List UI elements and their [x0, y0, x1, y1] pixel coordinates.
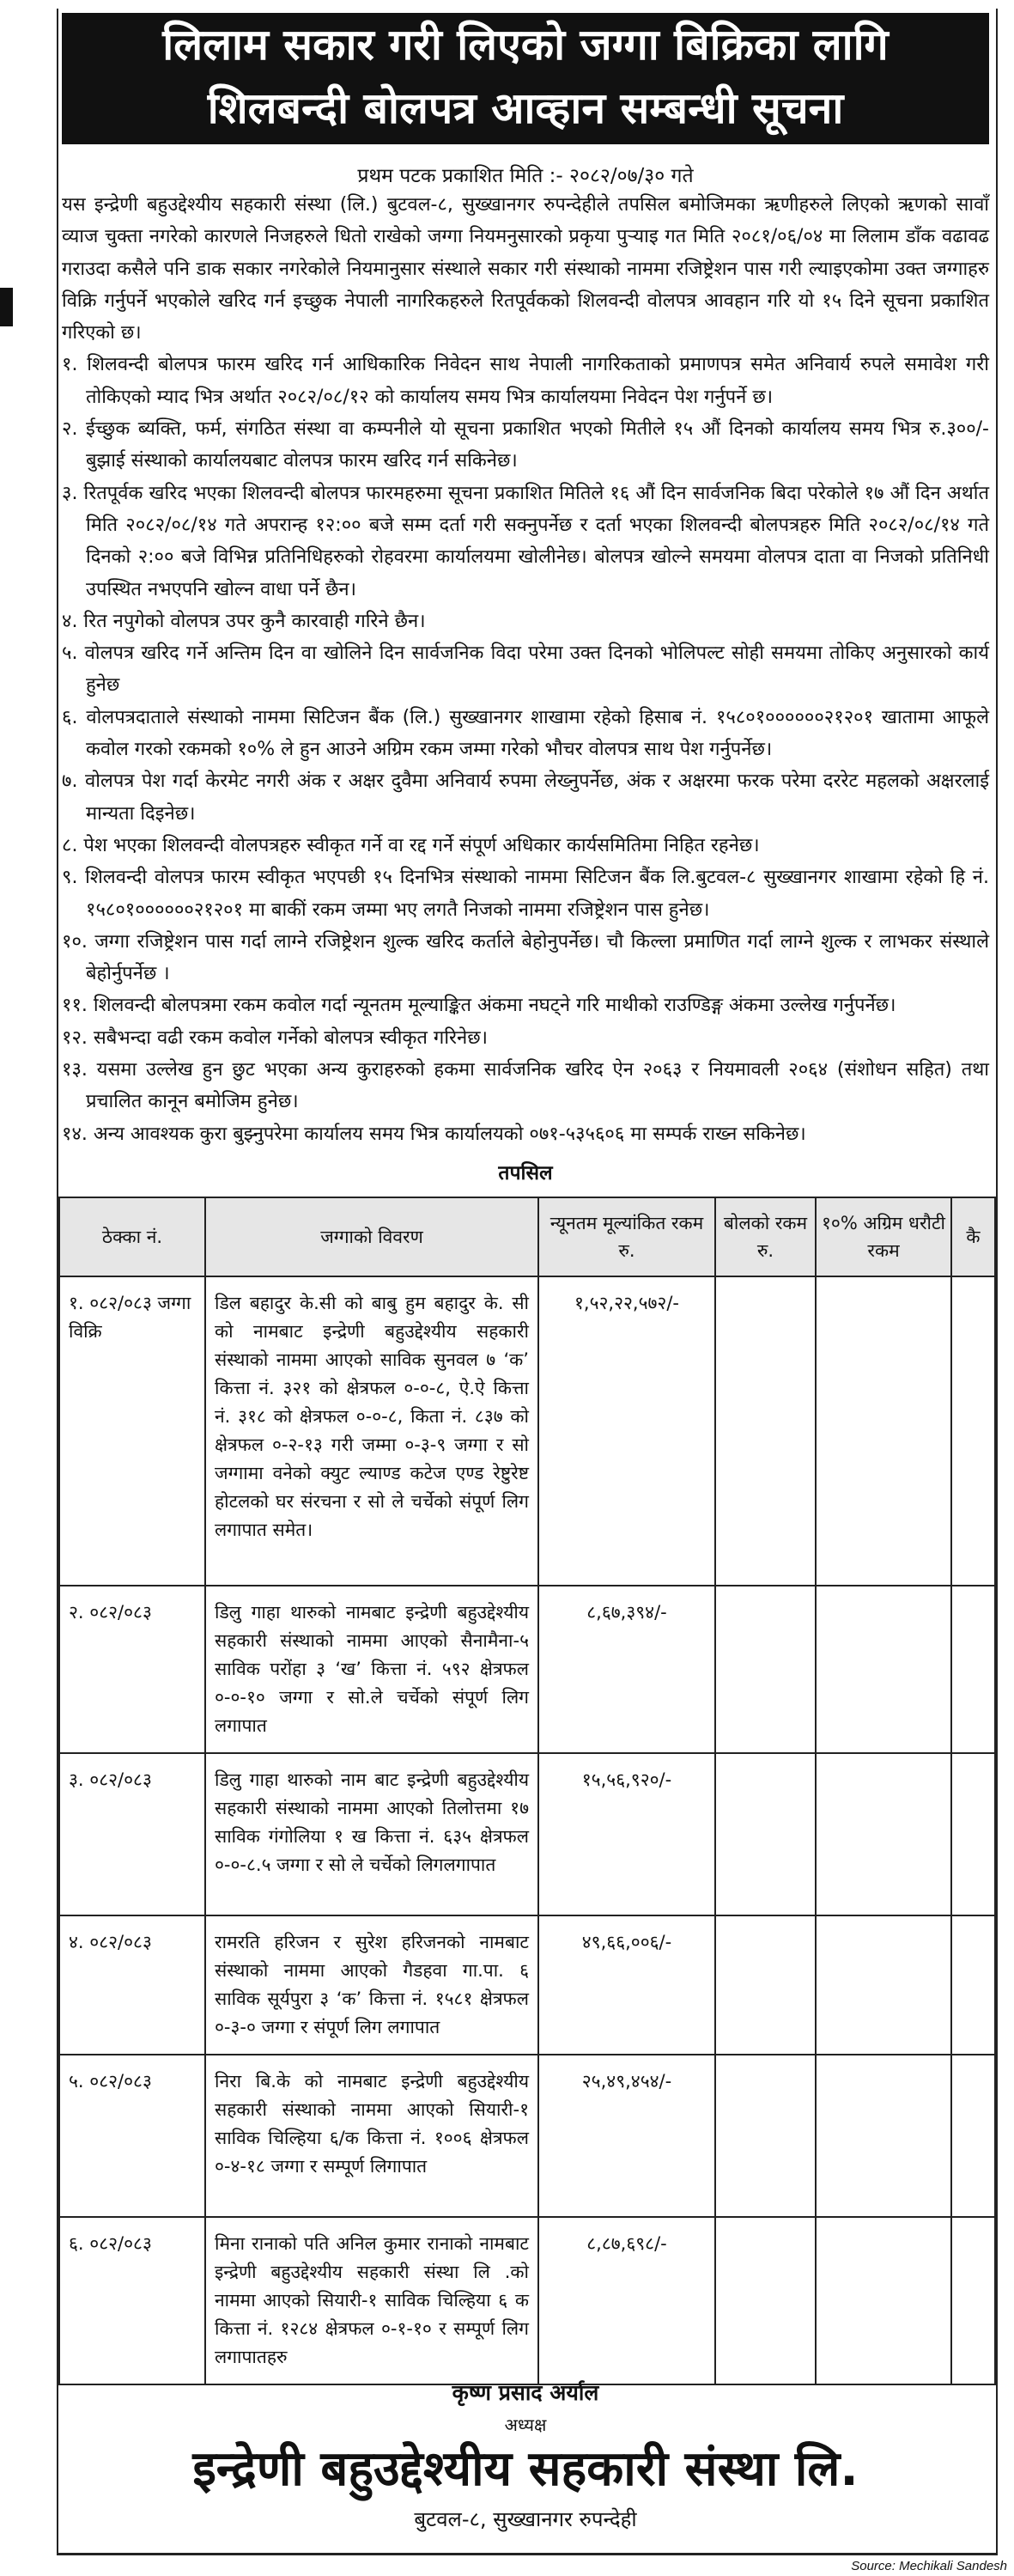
header-contract-no: ठेक्का नं.: [59, 1197, 205, 1276]
table-row: [59, 1586, 995, 1753]
advance-deposit-cell: [816, 1276, 951, 1586]
side-tab-marker: [0, 288, 13, 326]
condition-item: ११. शिलवन्दी बोलपत्रमा रकम कवोल गर्दा न्यूनतम मूल्याङ्कित अंकमा नघट्ने गरि माथीको राउण्डिङ्ग अंकमा उल्लेख गर्नुपर्नेछ।: [62, 995, 896, 1017]
table-header-row: [59, 1197, 995, 1276]
condition-item: ३. रितपूर्वक खरिद भएका शिलवन्दी बोलपत्र फारमहरुमा सूचना प्रकाशित मितिले १६ औं दिन सार्वजनिक बिदा परेकोले १७ औं दिन अर्थात मिति २०८२/०८/१४ गते अपरान्ह १२:०० बजे सम्म दर्ता गरी सक्नुपर्नेछ र दर्ता भएका शिलवन्दी बोलपत्रहरु मिति २०८२/०८/१४ गते दिनको २:०० बजे विभिन्न प्रतिनिधिहरुको रोहवरमा कार्यालयमा खोलीनेछ। बोलपत्र खोल्ने समयमा वोलपत्र दाता वा निजको प्रतिनिधी उपस्थित नभएपनि खोल्न वाधा पर्ने छैन।: [62, 482, 989, 600]
contract-no-cell: २. ०८२/०८३: [59, 1586, 205, 1753]
bid-amount-cell: [715, 2217, 816, 2384]
signatory-role: अध्यक्ष: [504, 2415, 547, 2435]
advance-deposit-cell: [816, 2217, 951, 2384]
land-description-cell: डिल बहादुर के.सी को बाबु हुम बहादुर के. सी को नामबाट इन्द्रेणी बहुउद्देश्यीय सहकारी संस्थाको नाममा आएको साविक सुनवल ७ ‘क’ कित्ता नं. ३२१ को क्षेत्रफल ०-०-८, ऐ.ऐ कित्ता नं. ३१८ को क्षेत्रफल ०-०-८, किता नं. ८३७ को क्षेत्रफल ०-२-१३ गरी जम्मा ०-३-९ जग्गा र सो जग्गामा वनेको क्युट ल्याण्ड कटेज एण्ड रेष्टुरेष्ट होटलको घर संरचना र सो ले चर्चेको संपूर्ण लिग लगापात समेत।: [205, 1276, 538, 1586]
title-line-1: लिलाम सकार गरी लिएको जग्गा बिक्रिका लागि: [162, 20, 889, 70]
condition-item: २. ईच्छुक ब्यक्ति, फर्म, संगठित संस्था वा कम्पनीले यो सूचना प्रकाशित भएको मितीले १५ औं दिनको कार्यालय समय भित्र रु.३००/- बुझाई संस्थाको कार्यालयबाट वोलपत्र फारम खरिद गर्न सकिनेछ।: [62, 418, 989, 472]
remarks-cell: [951, 1276, 995, 1586]
land-description-cell: डिलु गाहा थारुको नामबाट इन्द्रेणी बहुउद्देश्यीय सहकारी संस्थाको नाममा आएको सैनामैना-५ साविक परोंहा ३ ‘ख’ कित्ता नं. ५९२ क्षेत्रफल ०-०-१० जग्गा र सो.ले चर्चेको संपूर्ण लिग लगापात: [205, 1586, 538, 1753]
bid-amount-cell: [715, 1915, 816, 2055]
contract-no-cell: ५. ०८२/०८३: [59, 2055, 205, 2217]
land-description-cell: डिलु गाहा थारुको नाम बाट इन्द्रेणी बहुउद्देश्यीय सहकारी संस्थाको नाममा आएको तिलोत्तमा १७ साविक गंगोलिया १ ख कित्ता नं. ६३५ क्षेत्रफल ०-०-८.५ जग्गा र सो ले चर्चेको लिगलगापात: [205, 1753, 538, 1915]
table-row: [59, 1915, 995, 2055]
remarks-cell: [951, 1586, 995, 1753]
header-land-description: जग्गाको विवरण: [205, 1197, 538, 1276]
contract-no-cell: ६. ०८२/०८३: [59, 2217, 205, 2384]
condition-item: ८. पेश भएका शिलवन्दी वोलपत्रहरु स्वीकृत गर्ने वा रद्द गर्ने संपूर्ण अधिकार कार्यसमितिमा निहित रहनेछ।: [62, 834, 760, 856]
condition-item: १३. यसमा उल्लेख हुन छुट भएका अन्य कुराहरुको हकमा सार्वजनिक खरिद ऐन २०६३ र नियमावली २०६४ (संशोधन सहित) तथा प्रचालित कानून बमोजिम हुनेछ।: [62, 1059, 989, 1113]
header-remarks: कै: [951, 1197, 995, 1276]
condition-item: ६. वोलपत्रदाताले संस्थाको नाममा सिटिजन बैंक (लि.) सुख्खानगर शाखामा रहेको हिसाब नं. १५८०१००००००२१२०१ खातामा आफूले कवोल गरको रकमको १०% ले हुन आउने अग्रिम रकम जम्मा गरेको भौचर वोलपत्र साथ पेश गर्नुपर्नेछ।: [62, 706, 989, 761]
title-line-2: शिलबन्दी बोलपत्र आव्हान सम्बन्धी सूचना: [207, 83, 844, 133]
condition-item: १२. सबैभन्दा वढी रकम कवोल गर्नेको बोलपत्र स्वीकृत गरिनेछ।: [62, 1026, 488, 1049]
bottom-divider: [57, 2553, 996, 2555]
table-row: [59, 1753, 995, 1915]
land-description-cell: निरा बि.के को नामबाट इन्द्रेणी बहुउद्देश्यीय सहकारी संस्थाको नाममा आएको सियारी-१ साविक चिल्हिया ६/क कित्ता नं. १००६ क्षेत्रफल ०-४-१८ जग्गा र सम्पूर्ण लिगापात: [205, 2055, 538, 2217]
advance-deposit-cell: [816, 2055, 951, 2217]
land-description-cell: मिना रानाको पति अनिल कुमार रानाको नामबाट इन्द्रेणी बहुउद्देश्यीय सहकारी संस्था लि .को नाममा आएको सियारी-१ साविक चिल्हिया ६ क कित्ता नं. १२८४ क्षेत्रफल ०-१-१० र सम्पूर्ण लिग लगापातहरु: [205, 2217, 538, 2384]
remarks-cell: [951, 2217, 995, 2384]
published-date: प्रथम पटक प्रकाशित मिति :- २०८२/०७/३० गते: [357, 165, 694, 187]
minimum-value-cell: ८,८७,६९८/-: [538, 2217, 715, 2384]
advance-deposit-cell: [816, 1753, 951, 1915]
header-minimum-value: न्यूनतम मूल्यांकित रकम रु.: [538, 1197, 715, 1276]
minimum-value-cell: १,५२,२२,५७२/-: [538, 1276, 715, 1586]
remarks-cell: [951, 2055, 995, 2217]
header-bid-amount: बोलको रकम रु.: [715, 1197, 816, 1276]
minimum-value-cell: ४९,६६,००६/-: [538, 1915, 715, 2055]
condition-item: ९. शिलवन्दी वोलपत्र फारम स्वीकृत भएपछी १५ दिनभित्र संस्थाको नाममा सिटिजन बैंक लि.बुटवल-८ सुख्खानगर शाखामा रहेको हि नं. १५८०१००००००२१२०१ मा बाकीं रकम जम्मा भए लगतै निजको नाममा रजिष्ट्रेशन पास हुनेछ।: [62, 867, 989, 921]
condition-item: १०. जग्गा रजिष्ट्रेशन पास गर्दा लाग्ने रजिष्ट्रेशन शुल्क खरिद कर्ताले बेहोनुपर्नेछ। चौ किल्ला प्रमाणित गर्दा लाग्ने शुल्क र लाभकर संस्थाले बेहोर्नुपर्नेछ ।: [62, 930, 989, 985]
bid-amount-cell: [715, 1276, 816, 1586]
notice-body: [62, 189, 989, 1150]
contract-no-cell: ३. ०८२/०८३: [59, 1753, 205, 1915]
land-description-cell: रामरति हरिजन र सुरेश हरिजनको नामबाट संस्थाको नाममा आएको गैडहवा गा.पा. ६ साविक सूर्यपुरा ३ ‘क’ कित्ता नं. १५८१ क्षेत्रफल ०-३-० जग्गा र संपूर्ण लिग लगापात: [205, 1915, 538, 2055]
organization-address: बुटवल-८, सुख्खानगर रुपन्देही: [414, 2507, 637, 2531]
condition-item: १४. अन्य आवश्यक कुरा बुझ्नुपरेमा कार्यालय समय भित्र कार्यालयको ०७१-५३५६०६ मा सम्पर्क राख्न सकिनेछ।: [62, 1123, 806, 1145]
advance-deposit-cell: [816, 1915, 951, 2055]
source-credit: Source: Mechikali Sandesh: [851, 2559, 1007, 2573]
header-advance-deposit: १०% अग्रिम धरौटी रकम: [816, 1197, 951, 1276]
remarks-cell: [951, 1915, 995, 2055]
remarks-cell: [951, 1753, 995, 1915]
minimum-value-cell: १५,५६,९२०/-: [538, 1753, 715, 1915]
table-row: [59, 1276, 995, 1586]
advance-deposit-cell: [816, 1586, 951, 1753]
table-row: [59, 2217, 995, 2384]
land-schedule-table: [58, 1197, 996, 2385]
minimum-value-cell: ८,६७,३९४/-: [538, 1586, 715, 1753]
condition-item: ४. रित नपुगेको वोलपत्र उपर कुनै कारवाही गरिने छैन।: [62, 610, 426, 632]
bid-amount-cell: [715, 1586, 816, 1753]
bid-amount-cell: [715, 2055, 816, 2217]
organization-name: इन्द्रेणी बहुउद्देश्यीय सहकारी संस्था लि.: [192, 2441, 859, 2497]
intro-paragraph: यस इन्द्रेणी बहुउद्देश्यीय सहकारी संस्था (लि.) बुटवल-८, सुख्खानगर रुपन्देहीले तपसिल बमोजिमका ऋणीहरुले लिएको ऋणको सावाँ व्याज चुक्ता नगरेको कारणले निजहरुले धितो राखेको जग्गा नियमनुसारको प्रकृया पुऱ्याइ गत मिति २०८१/०६/०४ मा लिलाम डाँक वढावढ गराउदा कसैले पनि डाक सकार नगरेकोले नियमानुसार संस्थाले सकार गरी संस्थाको नाममा रजिष्ट्रेशन पास गरी ल्याइएकोमा उक्त जग्गाहरु विक्रि गर्नुपर्ने भएकोले खरिद गर्न इच्छुक नेपाली नागरिकहरुले रितपूर्वकको शिलवन्दी वोलपत्र आवहान गरि यो १५ दिने सूचना प्रकाशित गरिएको छ।: [62, 194, 989, 344]
minimum-value-cell: २५,४९,४५४/-: [538, 2055, 715, 2217]
condition-item: १. शिलवन्दी बोलपत्र फारम खरिद गर्न आधिकारिक निवेदन साथ नेपाली नागरिकताको प्रमाणपत्र समेत अनिवार्य रुपले समावेश गरी तोकिएको म्याद भित्र अर्थात २०८२/०८/१२ को कार्यालय समय भित्र कार्यालयमा निवेदन पेश गर्नुपर्ने छ।: [62, 354, 989, 408]
signatory-name: कृष्ण प्रसाद अर्याल: [452, 2380, 599, 2405]
contract-no-cell: ४. ०८२/०८३: [59, 1915, 205, 2055]
contract-no-cell: १. ०८२/०८३ जग्गा विक्रि: [59, 1276, 205, 1586]
bid-amount-cell: [715, 1753, 816, 1915]
condition-item: ७. वोलपत्र पेश गर्दा केरमेट नगरी अंक र अक्षर दुवैमा अनिवार्य रुपमा लेख्नुपर्नेछ, अंक र अक्षरमा फरक परेमा दररेट महलको अक्षरलाई मान्यता दिइनेछ।: [62, 770, 989, 825]
schedule-heading: तपसिल: [498, 1162, 553, 1184]
table-row: [59, 2055, 995, 2217]
condition-item: ५. वोलपत्र खरिद गर्ने अन्तिम दिन वा खोलिने दिन सार्वजनिक विदा परेमा उक्त दिनको भोलिपल्ट सोही समयमा तोकिए अनुसारको कार्य हुनेछ: [62, 642, 989, 697]
notice-title: [62, 13, 989, 144]
